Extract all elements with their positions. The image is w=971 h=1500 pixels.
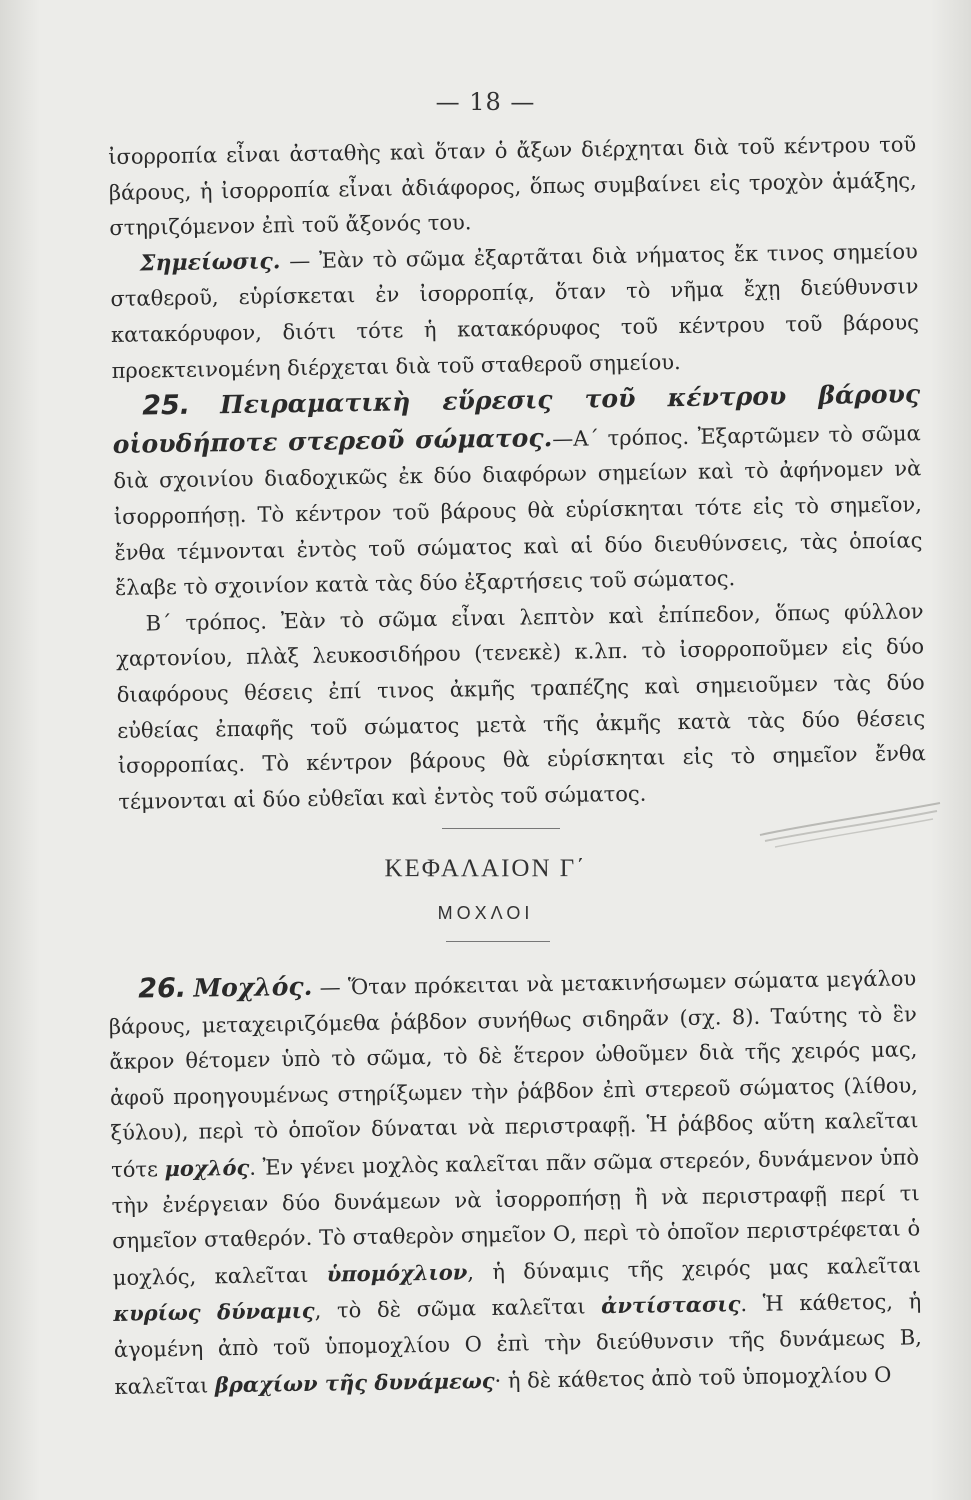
section-26-text-1: — Ὅταν πρόκειται νὰ μετακινήσωμεν σώματα μεγάλου βάρους, μεταχειριζόμεθα ῥάβδον συνήθως σιδηρᾶν (σχ. 8). Ταύτης τὸ ἓν ἄκρον θέτομεν ὑπὸ τὸ σῶμα, τὸ δὲ ἕτερον ὠθοῦμεν διὰ τῆς χειρός μας, ἀφοῦ προηγουμένως στηρίξωμεν τὴν ῥάβδον ἐπὶ στερεοῦ σώματος (λίθου, ξύλου), περὶ τὸ ὁποῖον δύναται νὰ περιστραφῇ. Ἡ ῥάβδος αὕτη καλεῖται τότε [108, 966, 919, 1182]
pencil-mark [755, 795, 945, 855]
term-mochlos: μοχλός [164, 1154, 250, 1182]
section-26-title: Μοχλός. [193, 971, 313, 1003]
note-text: — Ἐὰν τὸ σῶμα ἐξαρτᾶται διὰ νήματος ἔκ τινος σημείου σταθεροῦ, εὑρίσκεται ἐν ἰσορροπίᾳ, ὅταν τὸ νῆμα ἔχῃ διεύθυνσιν κατακόρυφον, διότι τότε ἡ κατακόρυφος τοῦ κέντρου τοῦ βάρους προεκτεινομένη διέρχεται διὰ τοῦ σταθεροῦ σημείου. [110, 239, 920, 383]
section-26-text-6: · ἡ δὲ κάθετος ἀπὸ τοῦ ὑπομοχλίου Ο [494, 1362, 892, 1393]
text-block-top [108, 127, 927, 820]
page-number: — 18 — [435, 88, 536, 116]
section-25-title: Πειραματικὴ εὕρεσις τοῦ κέντρου βάρους οἱουδήποτε στερεοῦ σώματος. [112, 379, 921, 459]
section-25-text: —Α΄ τρόπος. Ἐξαρτῶμεν τὸ σῶμα διὰ σχοινίου διαδοχικῶς ἐκ δύο διαφόρων σημείων καὶ τὸ ἀφήνομεν νὰ ἰσορροπήσῃ. Τὸ κέντρον τοῦ βάρους θὰ εὑρίσκηται τότε εἰς τὸ σημεῖον, ἔνθα τέμνονται ἐντὸς τοῦ σώματος καὶ αἱ δύο διευθύνσεις, τὰς ὁποίας ἔλαβε τὸ σχοινίον κατὰ τὰς δύο ἐξαρτήσεις τοῦ σώματος. [113, 421, 923, 601]
section-25-number: 25. [141, 389, 191, 422]
section-26-text-3: , ἡ δύναμις τῆς χειρός μας καλεῖται [467, 1253, 921, 1285]
section-26-text-2: . Ἐν γένει μοχλὸς καλεῖται πᾶν σῶμα στερεόν, δυνάμενον ὑπὸ τὴν ἐνέργειαν δύο δυνάμεων νὰ ἰσορροπήσῃ ἢ νὰ περιστραφῇ περί τι σημεῖον σταθερόν. Τὸ σταθερὸν σημεῖον Ο, περὶ τὸ ὁποῖον περιστρέφεται ὁ μοχλός, καλεῖται [111, 1145, 921, 1290]
chapter-subtitle: ΜΟΧΛΟΙ [437, 903, 534, 923]
section-26-text-4: , τὸ δὲ σῶμα καλεῖται [314, 1294, 602, 1324]
section-26-text-5: . Ἡ κάθετος, ἡ ἀγομένη ἀπὸ τοῦ ὑπομοχλίου Ο ἐπὶ τὴν διεύθυνσιν τῆς δυνάμεως Β, καλεῖται [113, 1289, 923, 1399]
chapter-title: ΚΕΦΑΛΑΙΟΝ Γ΄ [384, 855, 587, 882]
section-26-number: 26. [138, 972, 187, 1005]
section-25 [112, 376, 923, 606]
section-26 [108, 959, 923, 1405]
note-label: Σημείωσις. [139, 248, 281, 277]
text-block-bottom [108, 959, 923, 1405]
paragraph-method-b: Β΄ τρόπος. Ἐὰν τὸ σῶμα εἶναι λεπτὸν καὶ ἐπίπεδον, ὅπως φύλλον χαρτονίου, πλὰξ λευκοσιδήρου (τενεκὲ) κ.λπ. τὸ ἰσορροποῦμεν εἰς δύο διαφόρους θέσεις ἐπί τινος ἀκμῆς τραπέζης καὶ σημειοῦμεν τὰς δύο εὐθείας ἐπαφῆς τοῦ σώματος μετὰ τῆς ἀκμῆς κατὰ τὰς δύο θέσεις ἰσορροπίας. Τὸ κέντρον βάρους θὰ εὑρίσκηται εἰς τὸ σημεῖον ἔνθα τέμνονται αἱ δύο εὐθεῖαι καὶ ἐντὸς τοῦ σώματος. [115, 598, 926, 814]
paragraph-stability: ἰσορροπία εἶναι ἀσταθὴς καὶ ὅταν ὁ ἄξων διέρχηται διὰ τοῦ κέντρου τοῦ βάρους, ἡ ἰσορροπία εἶναι ἀδιάφορος, ὅπως συμβαίνει εἰς τροχὸν ἁμάξης, στηριζόμενον ἐπὶ τοῦ ἄξονός του. [108, 132, 917, 241]
divider-top [442, 828, 560, 829]
term-hypomochlion: ὑπομόχλιον [326, 1259, 468, 1287]
paragraph-note [110, 234, 920, 389]
term-brachion: βραχίων τῆς δυνάμεως [214, 1367, 495, 1397]
term-antistasis: ἀντίστασις [600, 1291, 741, 1319]
divider-bottom [446, 941, 550, 942]
term-kyrios-dynamis: κυρίως δύναμις [113, 1298, 315, 1327]
